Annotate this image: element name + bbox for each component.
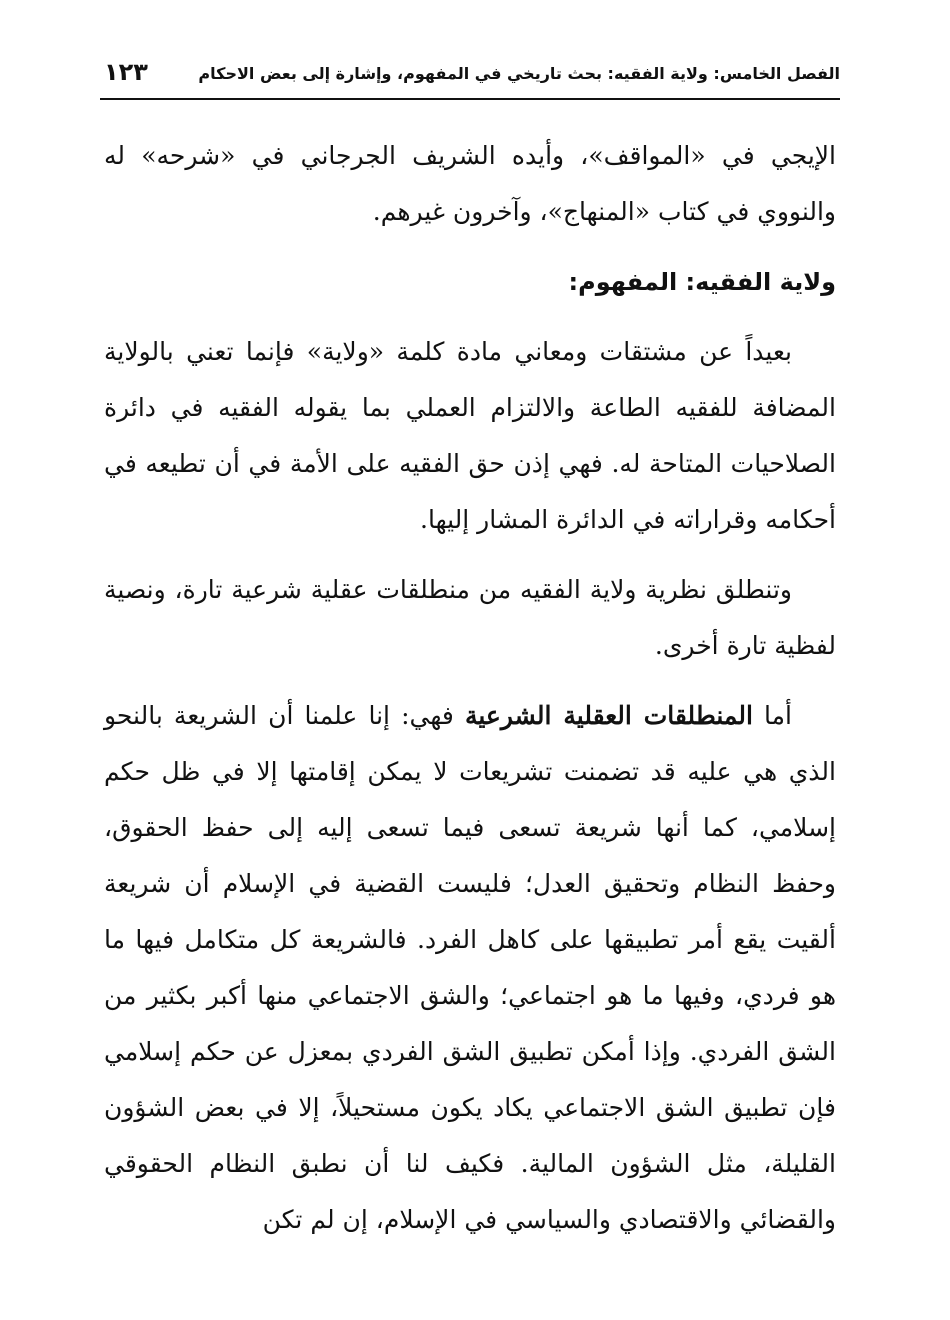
paragraph-4-body: فهي: إنا علمنا أن الشريعة بالنحو الذي هي عليه قد تضمنت تشريعات لا يمكن إقامتها إلا في ظل حكم إسلامي، كما أنها شريعة تسعى فيما تسعى إليه إلى حفظ الحقوق، وحفظ النظام وتحقيق العدل؛ فليست القضية في الإسلام أن شريعة ألقيت يقع أمر تطبيقها على كاهل الفرد. فالشريعة كل متكامل فيها ما هو فردي، وفيها ما هو اجتماعي؛ والشق الاجتماعي منها أكبر بكثير من الشق الفردي. وإذا أمكن تطبيق الشق الفردي بمعزل عن حكم إسلامي فإن تطبيق الشق الاجتماعي يكاد يكون مستحيلاً، إلا في بعض الشؤون القليلة، مثل الشؤون المالية. فكيف لنا أن نطبق النظام الحقوقي والقضائي والاقتصادي والسياسي في الإسلام، إن لم تكن bbox=[104, 701, 836, 1234]
paragraph-1: الإيجي في «المواقف»، وأيده الشريف الجرجاني في «شرحه» له والنووي في كتاب «المنهاج»، وآخرون غيرهم. bbox=[104, 141, 836, 226]
paragraph-4-lead: أما bbox=[764, 701, 792, 730]
header-divider bbox=[100, 98, 840, 100]
paragraph-2: بعيداً عن مشتقات ومعاني مادة كلمة «ولاية» فإنما تعني بالولاية المضافة للفقيه الطاعة والالتزام العملي بما يقوله الفقيه في دائرة الصلاحيات المتاحة له. فهي إذن حق الفقيه على الأمة في أن تطيعه في أحكامه وقراراته في الدائرة المشار إليها. bbox=[104, 337, 836, 534]
running-header bbox=[100, 58, 840, 98]
body-text bbox=[104, 128, 836, 1248]
page-number: ١٢٣ bbox=[104, 58, 148, 86]
paragraph-4 bbox=[104, 688, 836, 1248]
paragraph-4-bold-term: المنطلقات العقلية الشرعية bbox=[464, 701, 753, 730]
section-heading: ولاية الفقيه: المفهوم: bbox=[568, 268, 836, 296]
chapter-title: الفصل الخامس: ولاية الفقيه: بحث تاريخي في المفهوم، وإشارة إلى بعض الاحكام bbox=[198, 64, 840, 83]
paragraph-3: وتنطلق نظرية ولاية الفقيه من منطلقات عقلية شرعية تارة، ونصية لفظية تارة أخرى. bbox=[104, 575, 836, 660]
